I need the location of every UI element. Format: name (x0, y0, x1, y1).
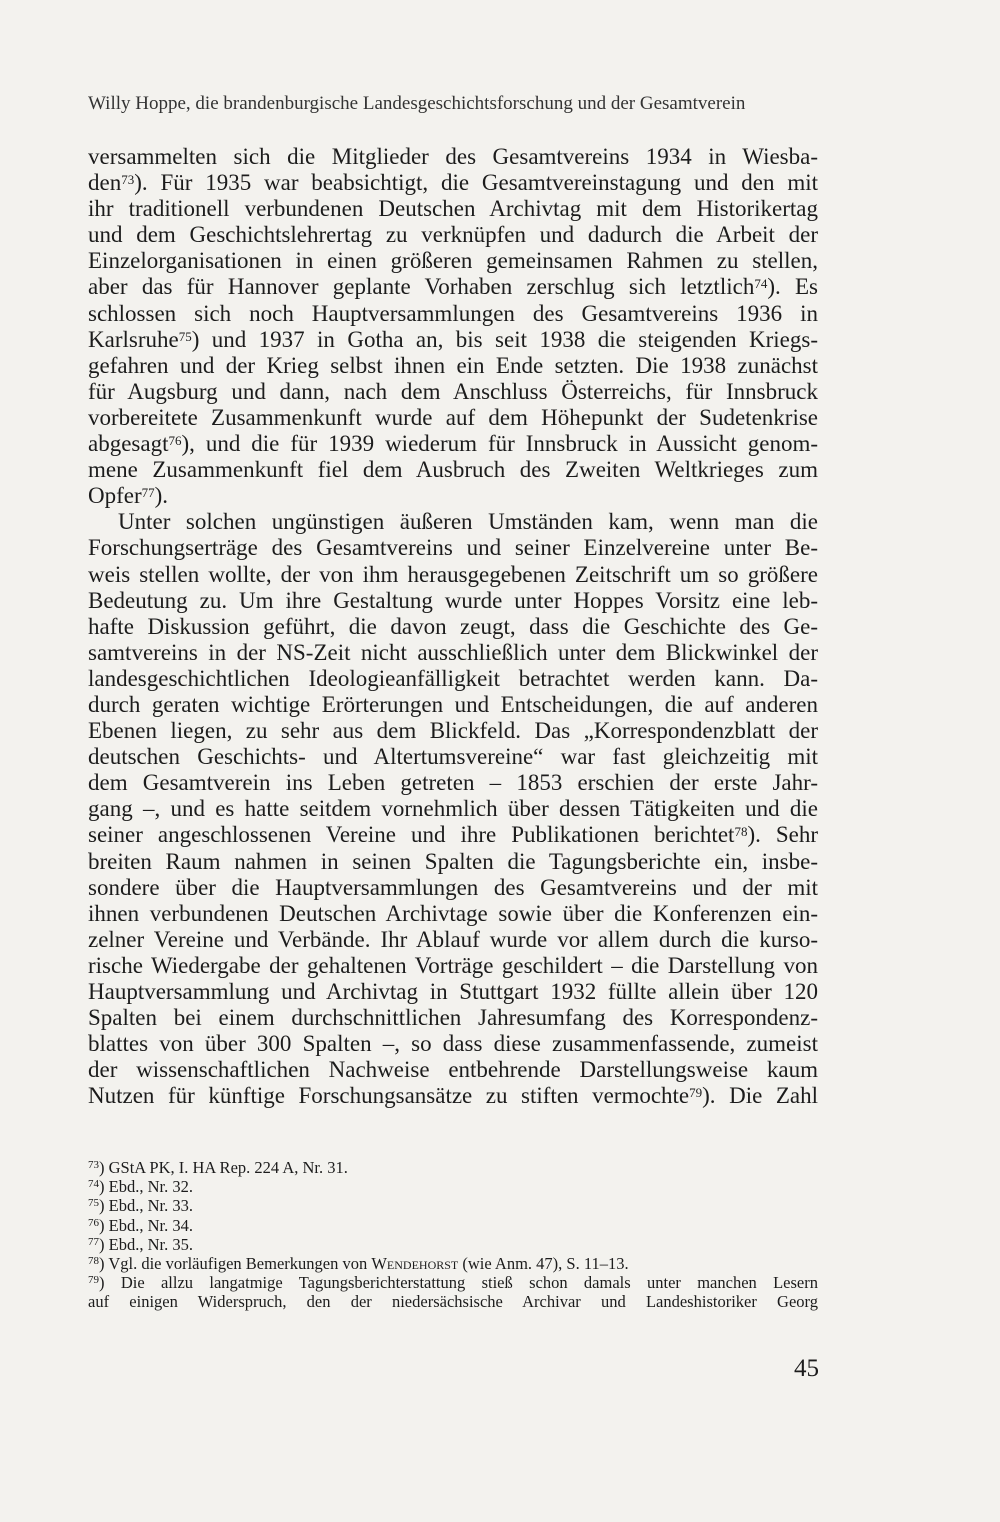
text-line: der wissenschaftlichen Nachweise entbehrende Darstellungsweise kaum (88, 1057, 818, 1083)
text-line: den$^{73}$). Für 1935 war beabsichtigt, die Gesamtvereinstagung und den mit (88, 170, 818, 196)
text-line: weis stellen wollte, der von ihm herausgegebenen Zeitschrift um so größere (88, 561, 818, 587)
text-line: Opfer$^{77}$). (88, 483, 169, 509)
text-line: versammelten sich die Mitglieder des Gesamtvereins 1934 in Wiesba- (88, 144, 818, 169)
author-name: Wendehorst (371, 1254, 459, 1274)
text-line: gefahren und der Krieg selbst ihnen ein Ende setzten. Die 1938 zunächst (88, 352, 818, 378)
text-line: aber das für Hannover geplante Vorhaben zerschlug sich letztlich$^{74}$). Es (88, 274, 819, 300)
text-line: sondere über die Hauptversammlungen des Gesamtvereins und der mit (88, 874, 818, 900)
text-line: abgesagt$^{76}$), und die für 1939 wiederum für Innsbruck in Aussicht genom- (88, 431, 818, 457)
text-line: Ebenen liegen, zu sehr aus dem Blickfeld. Das „Korrespondenzblatt der (88, 718, 818, 744)
footnote-number: 77 (88, 1235, 99, 1248)
body-text (88, 144, 818, 1109)
text-line: Spalten bei einem durchschnittlichen Jahresumfang des Korrespondenz- (88, 1005, 818, 1031)
footnote-number: 78 (88, 1255, 99, 1268)
text-line: Bedeutung zu. Um ihre Gestaltung wurde unter Hoppes Vorsitz eine leb- (88, 587, 818, 613)
page-number: 45 (794, 1355, 819, 1382)
text-line: deutschen Geschichts- und Altertumsvereine“ war fast gleichzeitig mit (88, 744, 818, 770)
footnote: $^{78}$) Vgl. die vorläufigen Bemerkungen von Wendehorst (wie Anm. 47), S. 11–13. (88, 1254, 629, 1274)
footnote-ref[interactable]: 76 (168, 433, 182, 449)
footnote-number: 75 (88, 1197, 99, 1210)
text-line: blattes von über 300 Spalten –, so dass diese zusammenfassende, zumeist (88, 1031, 818, 1057)
text-line: ihnen verbundenen Deutschen Archivtage sowie über die Konferenzen ein- (88, 900, 818, 926)
footnote: $^{73}$) GStA PK, I. HA Rep. 224 A, Nr. 31. (88, 1158, 348, 1177)
footnote-ref[interactable]: 73 (121, 172, 135, 188)
footnote-continuation: auf einigen Widerspruch, den der niedersächsische Archivar und Landeshistoriker Georg (88, 1292, 818, 1312)
text-line: Nutzen für künftige Forschungsansätze zu stiften vermochte$^{79}$). Die Zahl (88, 1083, 818, 1109)
text-line: ihr traditionell verbundenen Deutschen Archivtag mit dem Historikertag (88, 196, 818, 222)
text-line: durch geraten wichtige Erörterungen und Entscheidungen, die auf anderen (88, 691, 818, 717)
footnote-number: 74 (88, 1178, 99, 1191)
text-line: Hauptversammlung und Archivtag in Stuttgart 1932 füllte allein über 120 (88, 979, 818, 1004)
text-line: mene Zusammenkunft fiel dem Ausbruch des Zweiten Weltkrieges zum (88, 457, 818, 483)
footnote: $^{77}$) Ebd., Nr. 35. (88, 1234, 193, 1254)
text-line: gang –, und es hatte seitdem vornehmlich über dessen Tätigkeiten und die (88, 796, 818, 822)
footnote-ref[interactable]: 78 (734, 824, 748, 840)
text-line: Einzelorganisationen in einen größeren gemeinsamen Rahmen zu stellen, (88, 248, 818, 274)
text-line: Forschungserträge des Gesamtvereins und seiner Einzelvereine unter Be- (88, 535, 818, 561)
footnote-number: 73 (88, 1159, 99, 1171)
text-line: samtvereins in der NS-Zeit nicht ausschließlich unter dem Blickwinkel der (88, 639, 818, 665)
footnote-number: 76 (88, 1216, 99, 1229)
footnote-ref[interactable]: 75 (178, 328, 192, 344)
text-line: Karlsruhe$^{75}$) und 1937 in Gotha an, bis seit 1938 die steigenden Kriegs- (88, 326, 818, 352)
footnote-ref[interactable]: 79 (689, 1085, 703, 1101)
text-line: hafte Diskussion geführt, die davon zeugt, dass die Geschichte des Ge- (88, 613, 818, 639)
text-line: vorbereitete Zusammenkunft wurde auf dem Höhepunkt der Sudetenkrise (88, 404, 818, 430)
footnotes (88, 1158, 818, 1312)
text-line: für Augsburg und dann, nach dem Anschluss Österreichs, für Innsbruck (88, 378, 818, 404)
text-line: landesgeschichtlichen Ideologieanfälligkeit betrachtet werden kann. Da- (88, 665, 818, 691)
footnote: $^{76}$) Ebd., Nr. 34. (88, 1215, 193, 1235)
text-line: schlossen sich noch Hauptversammlungen des Gesamtvereins 1936 in (88, 300, 818, 326)
text-line: Unter solchen ungünstigen äußeren Umständen kam, wenn man die (118, 509, 818, 535)
text-line: seiner angeschlossenen Vereine und ihre Publikationen berichtet$^{78}$). Sehr (88, 822, 818, 848)
text-line: und dem Geschichtslehrertag zu verknüpfen und dadurch die Arbeit der (88, 222, 818, 248)
footnote: $^{74}$) Ebd., Nr. 32. (88, 1177, 193, 1197)
text-line: breiten Raum nahmen in seinen Spalten die Tagungsberichte ein, insbe- (88, 848, 818, 874)
text-line: dem Gesamtverein ins Leben getreten – 1853 erschien der erste Jahr- (88, 770, 818, 796)
footnote-ref[interactable]: 74 (754, 276, 768, 292)
text-line: zelner Vereine und Verbände. Ihr Ablauf wurde vor allem durch die kurso- (88, 926, 818, 952)
text-line: rische Wiedergabe der gehaltenen Vorträge geschildert – die Darstellung von (88, 952, 818, 978)
footnote: $^{79}$) Die allzu langatmige Tagungsberichterstattung stieß schon damals unter manchen Lesern (88, 1273, 818, 1293)
footnote: $^{75}$) Ebd., Nr. 33. (88, 1196, 193, 1216)
running-head: Willy Hoppe, die brandenburgische Landesgeschichtsforschung und der Gesamtverein (88, 93, 746, 114)
footnote-number: 79 (88, 1274, 99, 1287)
footnote-ref[interactable]: 77 (141, 485, 155, 501)
